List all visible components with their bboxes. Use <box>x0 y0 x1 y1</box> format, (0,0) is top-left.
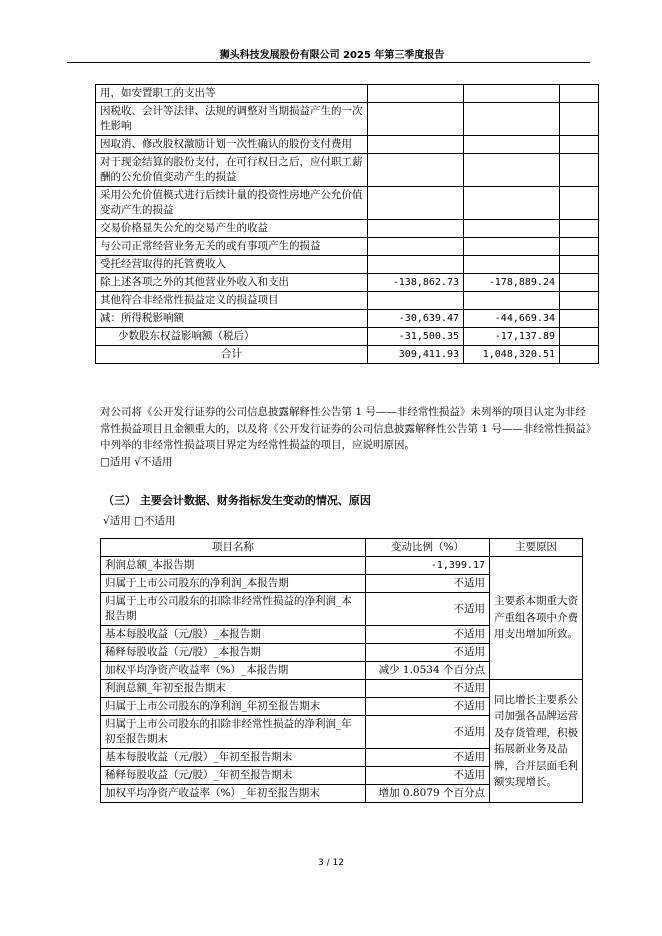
table-row <box>96 187 599 220</box>
item-name: 采用公允价值模式进行后续计量的投资性房地产公允价值变动产生的损益 <box>96 187 368 220</box>
page-number: 3 / 12 <box>318 858 344 868</box>
note-text: 对公司将《公开发行证券的公司信息披露解释性公告第 1 号——非经常性损益》未列举的项目认定为非经常性损益项目且金额重大的，以及将《公开发行证券的公司信息披露解释性公告第 1 号——非经常性损益》中列举的非经常性损益项目界定为经常性损益的项目，应说明原因。 <box>100 406 592 451</box>
item-name: 加权平均净资产收益率（%）_本报告期 <box>101 662 366 680</box>
change-ratio: 不适用 <box>366 749 490 767</box>
note-cell <box>560 346 599 364</box>
table-row <box>101 557 583 575</box>
ytd-amount: -17,137.89 <box>464 328 560 346</box>
note-cell <box>560 328 599 346</box>
page-header: 狮头科技发展股份有限公司 2025 年第三季度报告 <box>219 50 445 61</box>
item-name: 用，如安置职工的支出等 <box>96 85 368 103</box>
current-period-amount <box>368 220 464 238</box>
ytd-amount <box>464 136 560 154</box>
change-analysis-table <box>100 538 583 803</box>
ytd-amount <box>464 85 560 103</box>
table-row <box>96 328 599 346</box>
current-period-amount <box>368 154 464 187</box>
item-name: 因取消、修改股权激励计划一次性确认的股份支付费用 <box>96 136 368 154</box>
current-period-amount <box>368 103 464 136</box>
item-name: 稀释每股收益（元/股）_年初至报告期末 <box>101 767 366 785</box>
change-ratio: 减少 1.0534 个百分点 <box>366 662 490 680</box>
change-ratio: 不适用 <box>366 626 490 644</box>
section-title: （三） 主要会计数据、财务指标发生变动的情况、原因 <box>103 494 371 507</box>
ytd-amount <box>464 154 560 187</box>
item-name: 其他符合非经常性损益定义的损益项目 <box>96 292 368 310</box>
item-name: 加权平均净资产收益率（%）_年初至报告期末 <box>101 785 366 803</box>
ytd-amount <box>464 238 560 256</box>
item-name: 基本每股收益（元/股）_本报告期 <box>101 626 366 644</box>
table-row <box>96 346 599 364</box>
note-cell <box>560 154 599 187</box>
ytd-amount: -44,669.34 <box>464 310 560 328</box>
table-row <box>96 256 599 274</box>
item-name: 利润总额_年初至报告期末 <box>101 680 366 698</box>
column-header: 主要原因 <box>490 539 583 557</box>
item-name: 交易价格显失公允的交易产生的收益 <box>96 220 368 238</box>
note-cell <box>560 220 599 238</box>
ytd-amount <box>464 256 560 274</box>
column-header: 变动比例（%） <box>366 539 490 557</box>
item-name: 归属于上市公司股东的扣除非经常性损益的净利润_本报告期 <box>101 593 366 626</box>
table-row <box>96 310 599 328</box>
reason-ytd: 同比增长主要系公司加强各品牌运营及存货管理，积极拓展新业务及品牌，合并层面毛利额实现增长。 <box>490 680 583 803</box>
item-name: 合计 <box>96 346 368 364</box>
item-name: 归属于上市公司股东的净利润_本报告期 <box>101 575 366 593</box>
item-name: 归属于上市公司股东的扣除非经常性损益的净利润_年初至报告期末 <box>101 716 366 749</box>
table-row <box>96 154 599 187</box>
item-name: 减：所得税影响额 <box>96 310 368 328</box>
note-applicable: □适用 √不适用 <box>100 455 173 468</box>
change-ratio: 不适用 <box>366 680 490 698</box>
note-cell <box>560 310 599 328</box>
current-period-amount: -138,862.73 <box>368 274 464 292</box>
item-name: 稀释每股收益（元/股）_本报告期 <box>101 644 366 662</box>
current-period-amount <box>368 85 464 103</box>
current-period-amount <box>368 256 464 274</box>
current-period-amount <box>368 238 464 256</box>
ytd-amount: -178,889.24 <box>464 274 560 292</box>
item-name: 受托经营取得的托管费收入 <box>96 256 368 274</box>
current-period-amount <box>368 292 464 310</box>
note-cell <box>560 274 599 292</box>
table-row <box>96 136 599 154</box>
ytd-amount <box>464 103 560 136</box>
change-ratio: 不适用 <box>366 644 490 662</box>
table-row <box>96 220 599 238</box>
item-name: 利润总额_本报告期 <box>101 557 366 575</box>
note-cell <box>560 238 599 256</box>
header-rule <box>67 62 590 63</box>
item-name: 与公司正常经营业务无关的或有事项产生的损益 <box>96 238 368 256</box>
change-ratio: 不适用 <box>366 698 490 716</box>
item-name: 少数股东权益影响额（税后） <box>96 328 368 346</box>
note-cell <box>560 187 599 220</box>
note-cell <box>560 292 599 310</box>
note-cell <box>560 256 599 274</box>
ytd-amount <box>464 187 560 220</box>
change-ratio: 不适用 <box>366 716 490 749</box>
ytd-amount: 1,048,320.51 <box>464 346 560 364</box>
disclosure-note <box>100 404 593 470</box>
table-row <box>96 85 599 103</box>
section-applicable: √适用 □不适用 <box>103 515 176 527</box>
reason-current-period: 主要系本期重大资产重组各项中介费用支出增加所致。 <box>490 557 583 680</box>
change-ratio: 不适用 <box>366 767 490 785</box>
item-name: 基本每股收益（元/股）_年初至报告期末 <box>101 749 366 767</box>
item-name: 除上述各项之外的其他营业外收入和支出 <box>96 274 368 292</box>
table-row <box>101 680 583 698</box>
change-ratio: 增加 0.8079 个百分点 <box>366 785 490 803</box>
table-row <box>96 292 599 310</box>
change-ratio: 不适用 <box>366 593 490 626</box>
item-name: 归属于上市公司股东的净利润_年初至报告期末 <box>101 698 366 716</box>
table-row <box>96 274 599 292</box>
change-ratio: 不适用 <box>366 575 490 593</box>
column-header: 项目名称 <box>101 539 366 557</box>
current-period-amount <box>368 136 464 154</box>
item-name: 因税收、会计等法律、法规的调整对当期损益产生的一次性影响 <box>96 103 368 136</box>
note-cell <box>560 85 599 103</box>
current-period-amount: 309,411.93 <box>368 346 464 364</box>
current-period-amount: -31,500.35 <box>368 328 464 346</box>
header-row <box>101 539 583 557</box>
nonrecurring-gains-table <box>95 84 599 364</box>
ytd-amount <box>464 220 560 238</box>
current-period-amount: -30,639.47 <box>368 310 464 328</box>
table-row <box>96 238 599 256</box>
ytd-amount <box>464 292 560 310</box>
change-ratio: -1,399.17 <box>366 557 490 575</box>
note-cell <box>560 103 599 136</box>
current-period-amount <box>368 187 464 220</box>
table-row <box>96 103 599 136</box>
item-name: 对于现金结算的股份支付，在可行权日之后，应付职工薪酬的公允价值变动产生的损益 <box>96 154 368 187</box>
note-cell <box>560 136 599 154</box>
